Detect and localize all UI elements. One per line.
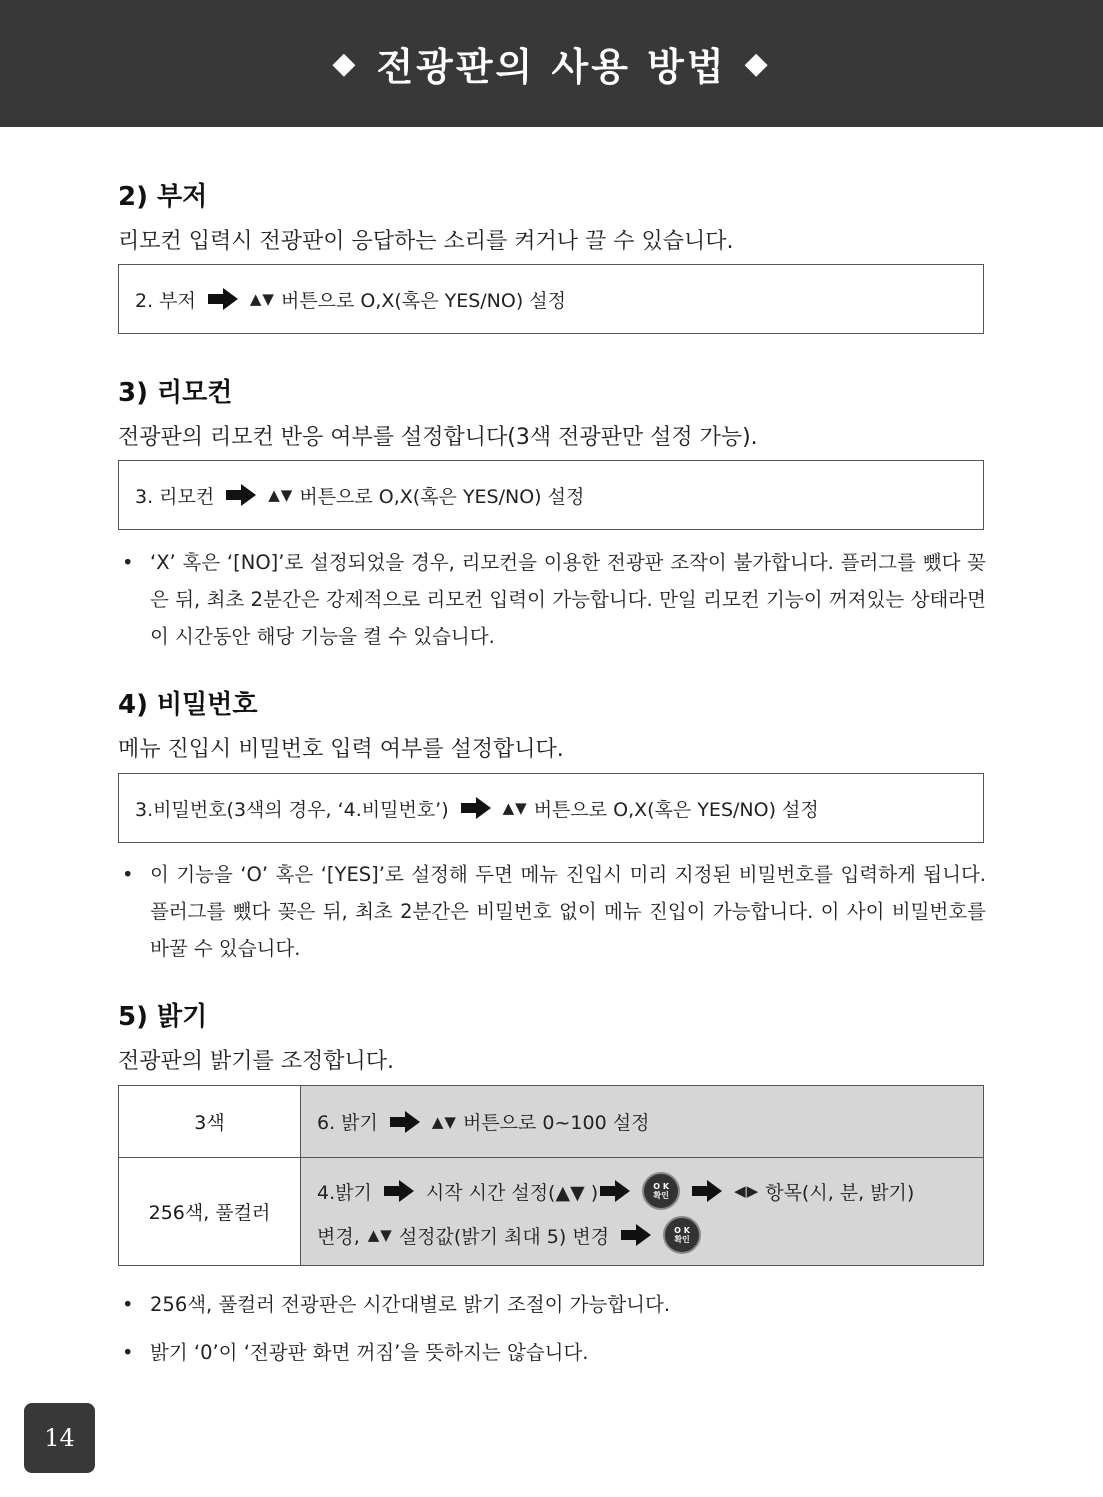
- instruction-line-1: [317, 1172, 914, 1210]
- up-down-arrows-icon: ▲▼: [502, 799, 528, 817]
- instruction-box-buzzer: [118, 264, 984, 334]
- page-number: 14: [24, 1403, 95, 1473]
- up-down-arrows-icon: ▲▼: [431, 1112, 457, 1131]
- step-text: 시작 시간 설정(▲▼ ): [425, 1181, 599, 1204]
- step-text: 항목(시, 분, 밝기): [765, 1181, 915, 1204]
- table-row: [119, 1086, 983, 1158]
- menu-label: 2. 부저: [135, 289, 196, 312]
- note-text: ‘X’ 혹은 ‘[NO]’로 설정되었을 경우, 리모컨을 이용한 전광판 조작이 불가합니다. 플러그를 뺐다 꽂은 뒤, 최초 2분간은 강제적으로 리모컨 입력이 가능합니다. 만일 리모컨 기능이 꺼져있는 상태라면 이 시간동안 해당 기능을 켤 수 있습니다.: [150, 551, 986, 648]
- note-text: 밝기 ‘0’이 ‘전광판 화면 꺼짐’을 뜻하지는 않습니다.: [150, 1341, 589, 1364]
- table-cell-label: 3색: [119, 1086, 301, 1157]
- note-text: 256색, 풀컬러 전광판은 시간대별로 밝기 조절이 가능합니다.: [150, 1293, 671, 1316]
- diamond-icon: ◆: [332, 46, 359, 81]
- left-right-arrows-icon: ◀▶: [734, 1182, 760, 1200]
- table-cell-label: 256색, 풀컬러: [119, 1158, 301, 1265]
- section-title-brightness: 5) 밝기: [118, 1002, 208, 1032]
- bullet-icon: •: [122, 1341, 134, 1364]
- action-text: 버튼으로 O,X(혹은 YES/NO) 설정: [299, 485, 585, 508]
- menu-label: 3.비밀번호(3색의 경우, ‘4.비밀번호’): [135, 798, 449, 821]
- up-down-arrows-icon: ▲▼: [367, 1226, 393, 1244]
- right-arrow-icon: [461, 797, 491, 819]
- right-arrow-icon: [208, 288, 238, 310]
- step-text: 변경,: [317, 1225, 360, 1248]
- action-text: 버튼으로 0~100 설정: [462, 1112, 650, 1134]
- step-text: 설정값(밝기 최대 5) 변경: [398, 1225, 610, 1248]
- menu-label: 4.밝기: [317, 1181, 372, 1204]
- action-text: 버튼으로 O,X(혹은 YES/NO) 설정: [533, 798, 819, 821]
- section-title-password: 4) 비밀번호: [118, 690, 258, 720]
- section-desc-password: 메뉴 진입시 비밀번호 입력 여부를 설정합니다.: [118, 737, 564, 762]
- table-cell-instruction: [301, 1086, 983, 1157]
- brightness-table: [118, 1085, 984, 1266]
- note-remote: [118, 544, 986, 655]
- menu-label: 3. 리모컨: [135, 485, 215, 508]
- section-desc-brightness: 전광판의 밝기를 조정합니다.: [118, 1049, 395, 1074]
- section-title-remote: 3) 리모컨: [118, 378, 233, 408]
- right-arrow-icon: [621, 1224, 651, 1246]
- instruction-box-password: [118, 773, 984, 843]
- instruction-box-remote: [118, 460, 984, 530]
- right-arrow-icon: [600, 1180, 630, 1202]
- bullet-icon: •: [122, 863, 134, 886]
- instruction-line-2: [317, 1216, 701, 1254]
- note-password: [118, 856, 986, 967]
- table-cell-instruction: [301, 1158, 983, 1265]
- section-desc-remote: 전광판의 리모컨 반응 여부를 설정합니다(3색 전광판만 설정 가능).: [118, 425, 758, 450]
- page-title: 전광판의 사용 방법: [376, 45, 727, 89]
- section-desc-buzzer: 리모컨 입력시 전광판이 응답하는 소리를 켜거나 끌 수 있습니다.: [118, 229, 734, 254]
- note-brightness-1: [118, 1286, 986, 1323]
- up-down-arrows-icon: ▲▼: [249, 290, 275, 308]
- table-row: [119, 1158, 983, 1265]
- note-text: 이 기능을 ‘O’ 혹은 ‘[YES]’로 설정해 두면 메뉴 진입시 미리 지정된 비밀번호를 입력하게 됩니다. 플러그를 뺐다 꽂은 뒤, 최초 2분간은 비밀번호 없이 메뉴 진입이 가능합니다. 이 사이 비밀번호를 바꿀 수 있습니다.: [150, 863, 986, 960]
- up-down-arrows-icon: ▲▼: [268, 486, 294, 504]
- section-title-buzzer: 2) 부저: [118, 182, 208, 212]
- ok-button-icon: O K 확인: [663, 1216, 701, 1254]
- right-arrow-icon: [226, 484, 256, 506]
- right-arrow-icon: [692, 1180, 722, 1202]
- menu-label: 6. 밝기: [317, 1112, 378, 1134]
- diamond-icon: ◆: [744, 46, 771, 81]
- bullet-icon: •: [122, 1293, 134, 1316]
- ok-button-icon: O K 확인: [642, 1172, 680, 1210]
- note-brightness-2: [118, 1334, 986, 1371]
- right-arrow-icon: [390, 1111, 420, 1133]
- action-text: 버튼으로 O,X(혹은 YES/NO) 설정: [280, 289, 566, 312]
- right-arrow-icon: [384, 1180, 414, 1202]
- page-header: [0, 0, 1103, 127]
- bullet-icon: •: [122, 551, 134, 574]
